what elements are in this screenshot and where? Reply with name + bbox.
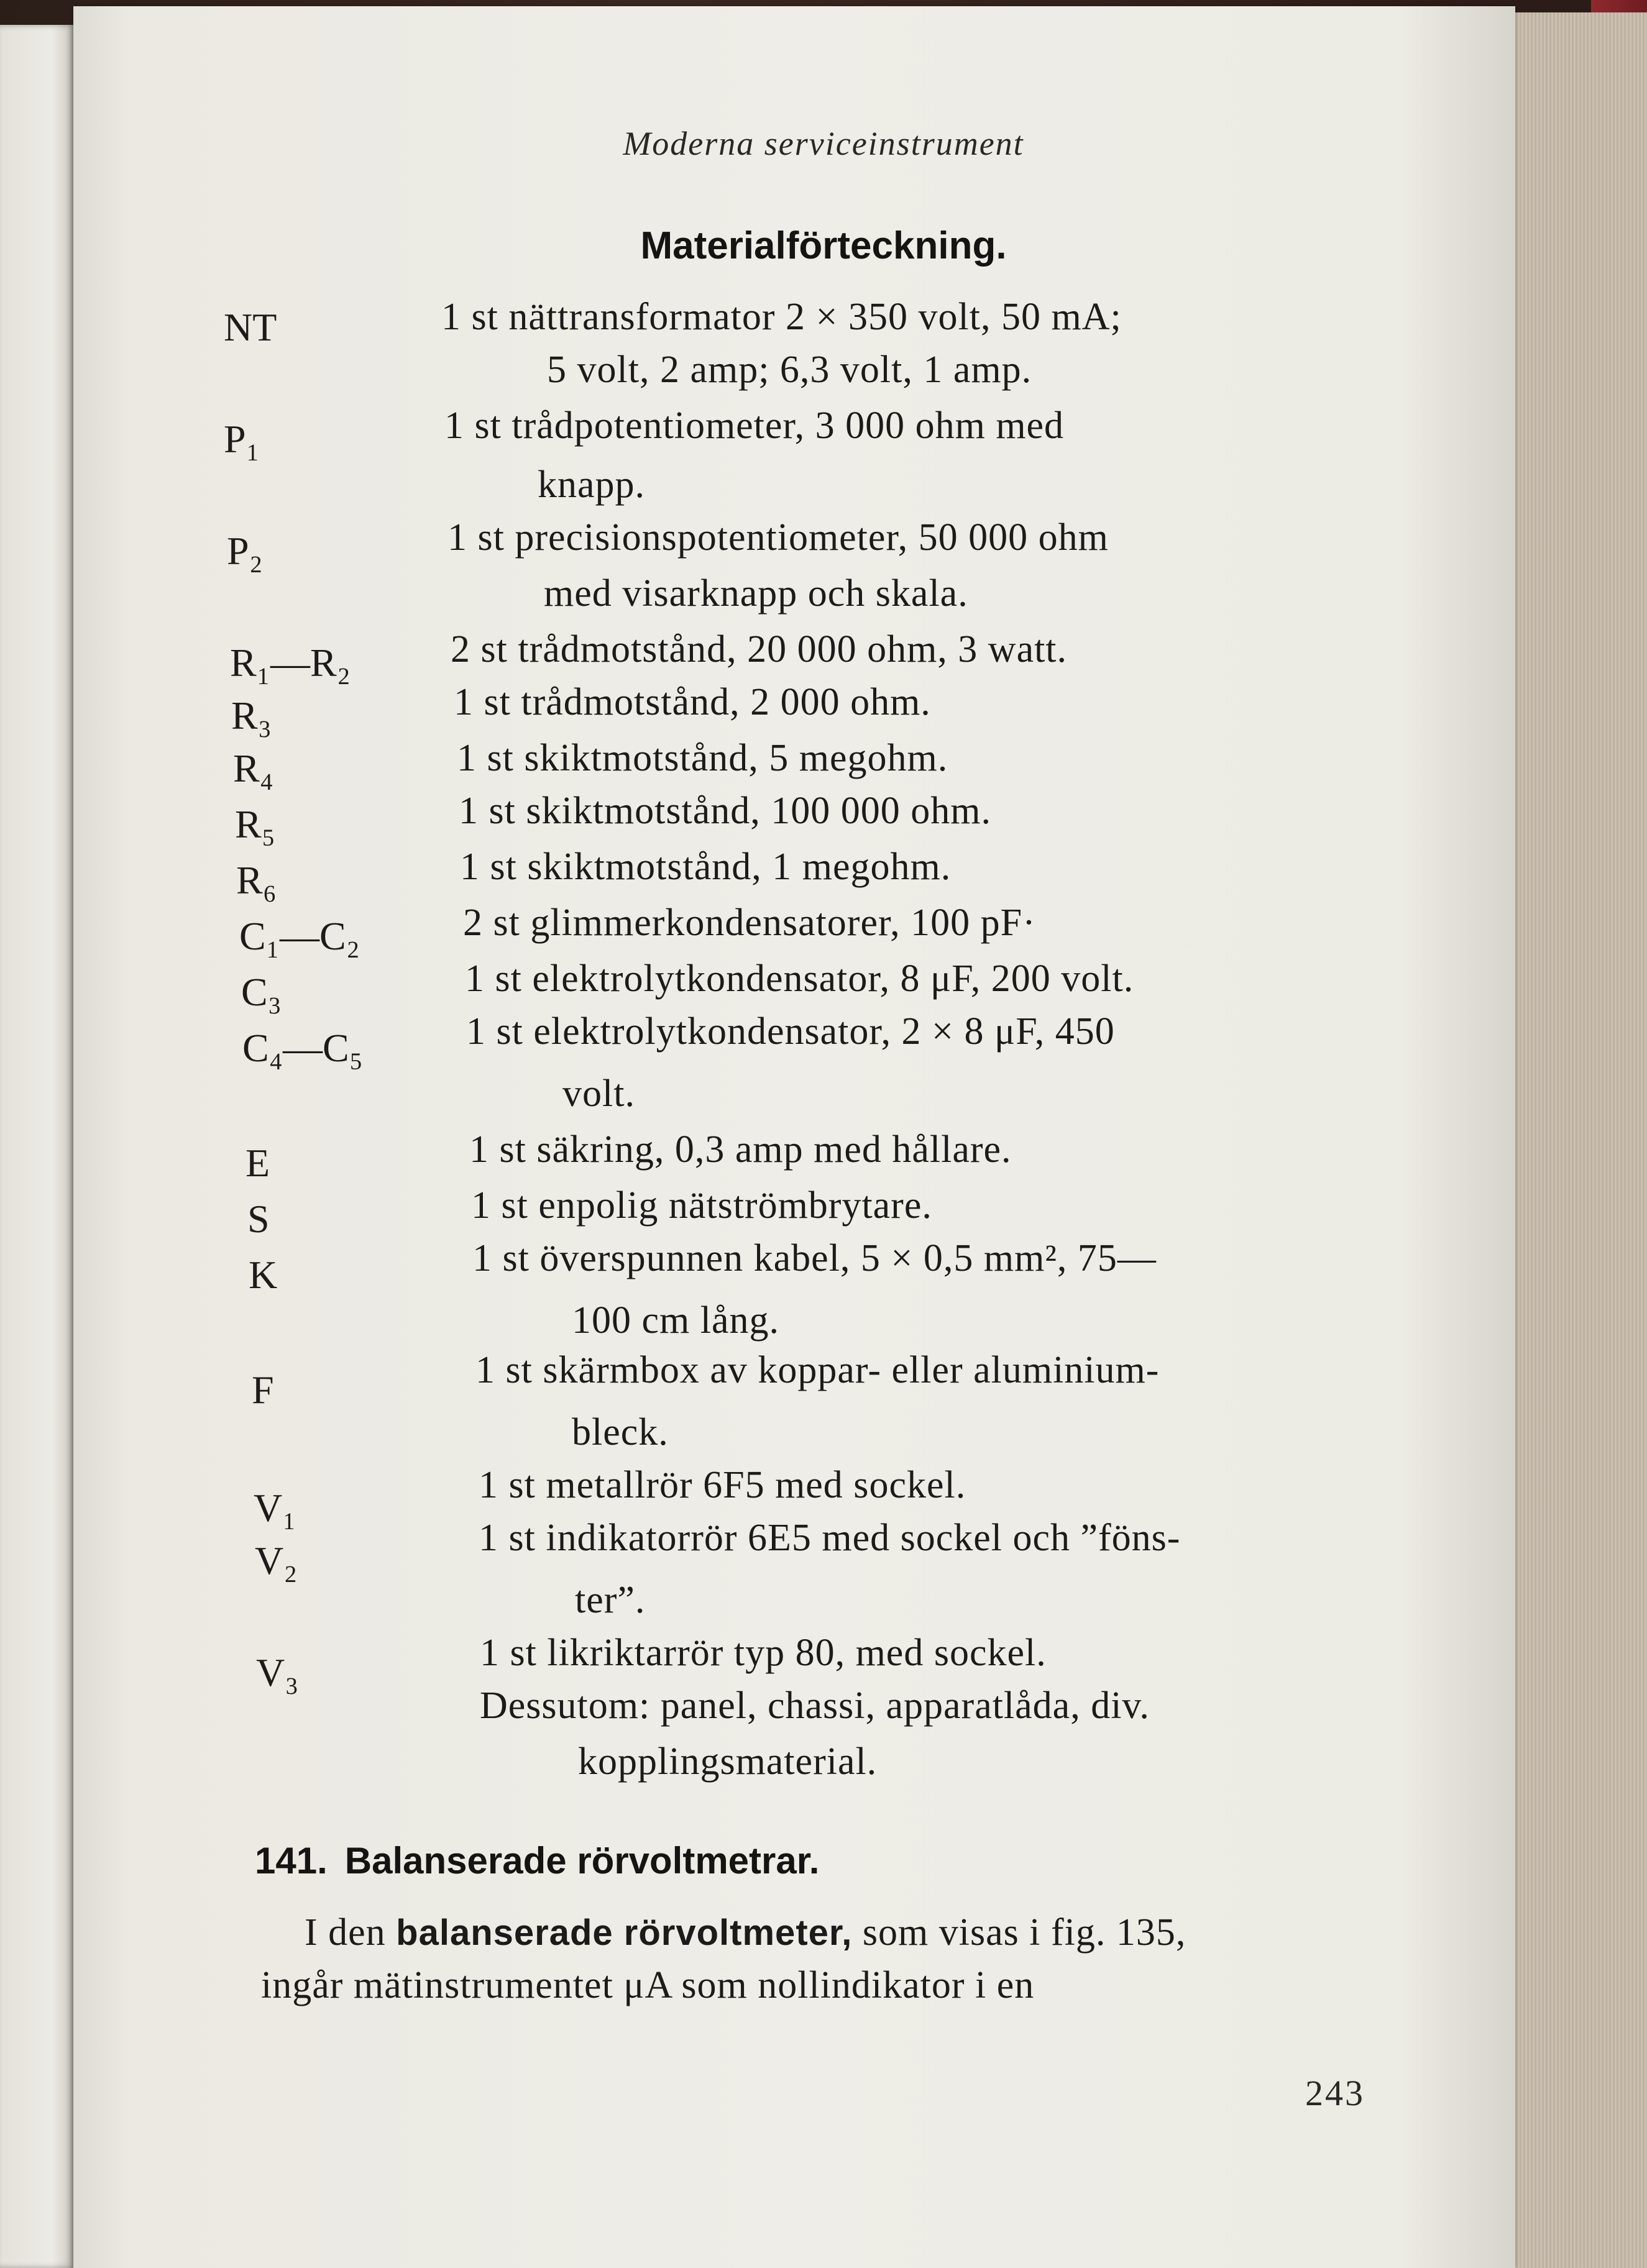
designator-label: F [252,1368,274,1412]
item-line: 1 st säkring, 0,3 amp med hållare. [469,1128,1012,1171]
additional-materials-line: kopplingsmaterial. [578,1740,878,1783]
list-title: Materialförteckning. [640,224,1007,267]
item-line: 100 cm lång. [572,1299,779,1342]
item-line: volt. [562,1072,635,1115]
item-line: 1 st elektrolytkondensator, 8 μF, 200 volt. [465,958,1134,1000]
item-line: 1 st metallrör 6F5 med sockel. [479,1464,966,1506]
designator-label: R₁—R₂ [230,641,351,685]
additional-materials-line: Dessutom: panel, chassi, apparatlåda, div. [480,1685,1150,1727]
item-line: med visarknapp och skala. [544,572,968,615]
item-line: 1 st skiktmotstånd, 5 megohm. [457,737,948,779]
item-line: 1 st skärmbox av koppar- eller aluminium- [475,1349,1160,1391]
designator-label: R₅ [235,802,275,846]
item-line: knapp. [538,464,646,506]
item-line: 1 st överspunnen kabel, 5 × 0,5 mm², 75— [472,1237,1157,1279]
item-line: 1 st skiktmotstånd, 100 000 ohm. [459,790,991,832]
item-line: 1 st nättransformator 2 × 350 volt, 50 mA; [441,296,1122,338]
item-line: 1 st enpolig nätströmbrytare. [471,1184,932,1227]
item-line: 1 st indikatorrör 6E5 med sockel och ”föns- [479,1517,1181,1559]
item-line: bleck. [572,1411,669,1453]
designator-label: C₄—C₅ [242,1026,363,1070]
designator-label: V₂ [255,1539,298,1583]
item-line: 1 st elektrolytkondensator, 2 × 8 μF, 450 [466,1010,1115,1053]
paragraph-rest: som visas i fig. 135, [862,1911,1186,1954]
item-line: 1 st trådpotentiometer, 3 000 ohm med [444,405,1065,447]
item-line: 5 volt, 2 amp; 6,3 volt, 1 amp. [547,349,1032,391]
item-line: 1 st trådmotstånd, 2 000 ohm. [454,681,931,723]
designator-label: C₃ [241,970,282,1014]
item-line: 1 st likriktarrör typ 80, med sockel. [480,1632,1047,1674]
item-line: 1 st skiktmotstånd, 1 megohm. [460,846,952,888]
designator-label: R₆ [236,858,277,902]
designator-label: K [249,1253,278,1297]
designator-label: E [245,1141,270,1185]
designator-label: P₁ [224,417,260,461]
item-line: 2 st glimmerkondensatorer, 100 pF· [463,902,1036,944]
paragraph-line: ingår mätinstrumentet μA som nollindikator i en [261,1964,1035,2006]
bold-term: balanserade rörvoltmeter, [396,1913,853,1953]
paragraph-start: I den [305,1911,386,1954]
section-title: Balanserade rörvoltmetrar. [344,1840,820,1882]
item-line: 2 st trådmotstånd, 20 000 ohm, 3 watt. [451,628,1068,670]
designator-label: V₁ [254,1486,296,1530]
designator-label: V₃ [256,1650,299,1694]
running-header: Moderna serviceinstrument [623,125,1024,162]
item-line: 1 st precisionspotentiometer, 50 000 ohm [447,516,1109,559]
item-line: ter”. [575,1579,646,1621]
page-number: 243 [1305,2073,1365,2113]
section-number: 141. [255,1840,328,1882]
designator-label: S [247,1197,270,1241]
section-heading [255,1839,819,1882]
designator-label: C₁—C₂ [239,914,360,958]
designator-label: R₄ [233,746,273,790]
designator-label: R₃ [231,693,272,738]
designator-label: NT [224,305,277,349]
paragraph-line [305,1911,1186,1955]
designator-label: P₂ [227,529,263,573]
